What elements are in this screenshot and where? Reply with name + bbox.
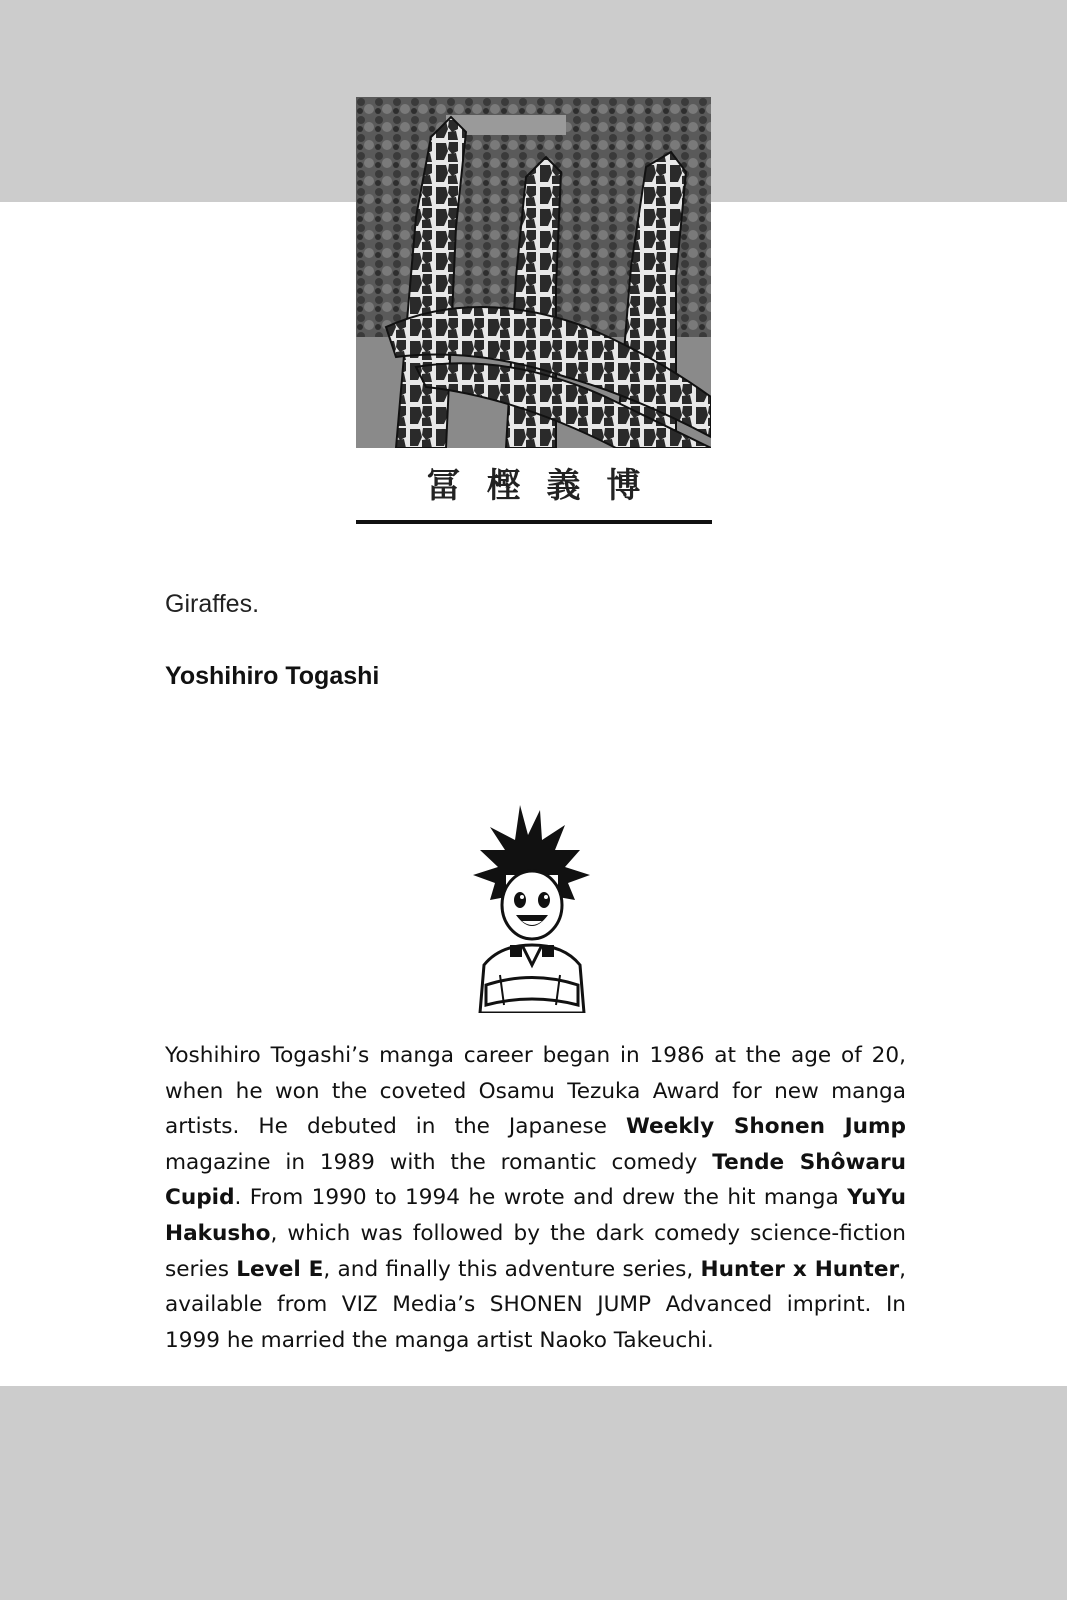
author-cartoon-portrait <box>470 805 594 1013</box>
bio-text: Yoshihiro Togashi’s manga career began in 1986 at the age of 20, when he won the coveted Osamu Tezuka Award for new manga artists. He debuted in the Japanese <box>165 1043 906 1140</box>
bio-title-hunter-x-hunter: Hunter x Hunter <box>700 1256 900 1282</box>
author-name: Yoshihiro Togashi <box>165 662 380 690</box>
bio-title-yuyu-hakusho: YuYu Hakusho <box>165 1185 906 1246</box>
giraffes-photo <box>356 97 711 448</box>
bio-text: , available from VIZ Media’s SHONEN JUMP Advanced imprint. In 1999 he married the manga artist Naoko Takeuchi. <box>165 1256 907 1353</box>
author-comment: Giraffes. <box>165 590 260 618</box>
bio-title-weekly-shonen-jump: Weekly Shonen Jump <box>625 1114 906 1140</box>
bio-text: . From 1990 to 1994 he wrote and drew the hit manga <box>234 1185 848 1211</box>
bio-text: magazine in 1989 with the romantic comedy <box>165 1149 713 1175</box>
bio-title-level-e: Level E <box>236 1256 324 1282</box>
bio-text: , which was followed by the dark comedy science-fiction series <box>165 1220 906 1282</box>
kanji-underline <box>356 520 712 524</box>
bio-title-tende-showaru-cupid: Tende Shôwaru Cupid <box>165 1149 906 1211</box>
author-kanji-name: 冨樫義博 <box>426 466 667 506</box>
bio-text: , and finally this adventure series, <box>323 1256 701 1282</box>
bottom-gray-band <box>0 1386 1067 1600</box>
author-biography <box>165 1038 906 1358</box>
